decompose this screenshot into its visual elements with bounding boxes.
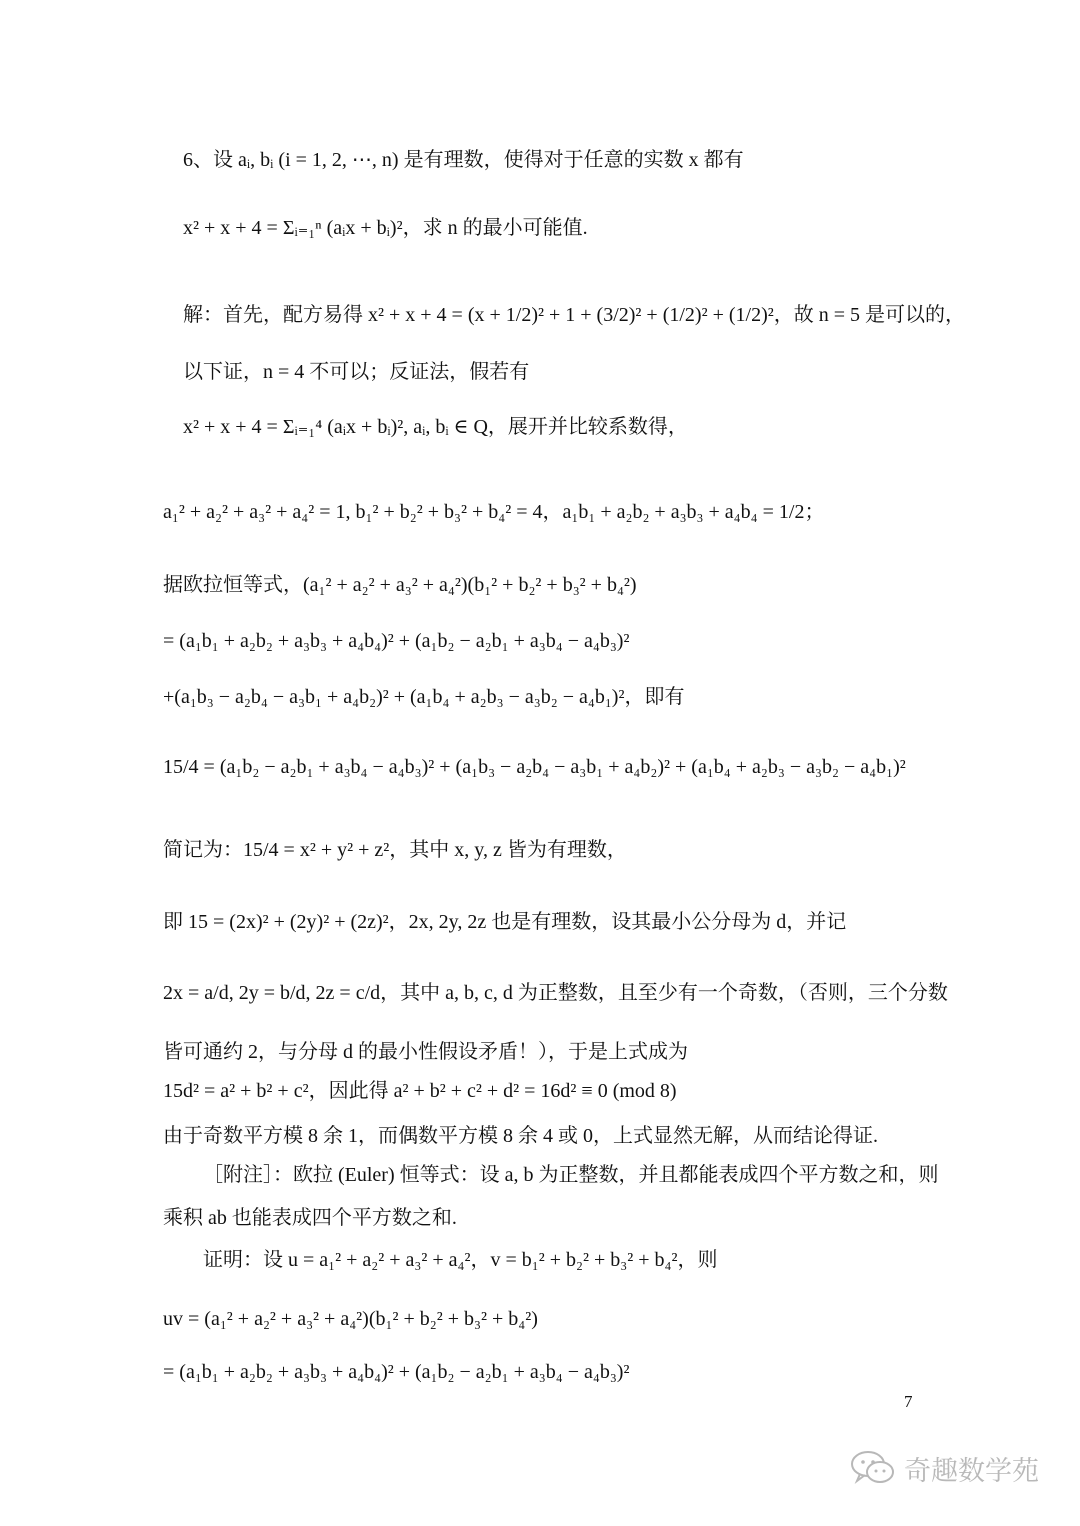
wechat-icon [850, 1448, 896, 1488]
solution-line-9: 简记为：15/4 = x² + y² + z²，其中 x, y, z 皆为有理数， [163, 839, 627, 861]
solution-line-7: +(a₁b₃ − a₂b₄ − a₃b₁ + a₄b₂)² + (a₁b₄ + a₂b₃ − a₃b₂ − a₄b₁)²，即有 [163, 686, 685, 708]
note-line-3: 证明：设 u = a₁² + a₂² + a₃² + a₄²，v = b₁² + b₂² + b₃² + b₄²，则 [203, 1249, 718, 1271]
solution-line-11: 2x = a/d, 2y = b/d, 2z = c/d，其中 a, b, c, d 为正整数，且至少有一个奇数，（否则，三个分数 [163, 982, 948, 1004]
solution-line-2: 以下证，n = 4 不可以；反证法，假若有 [183, 361, 530, 383]
solution-line-3: x² + x + 4 = Σᵢ₌₁⁴ (aᵢx + bᵢ)², aᵢ, bᵢ ∈ Q，展开并比较系数得， [183, 416, 688, 438]
solution-line-5: 据欧拉恒等式，(a₁² + a₂² + a₃² + a₄²)(b₁² + b₂² + b₃² + b₄²) [163, 574, 637, 596]
watermark [850, 1448, 1039, 1488]
solution-line-13: 15d² = a² + b² + c²，因此得 a² + b² + c² + d² = 16d² ≡ 0 (mod 8) [163, 1080, 677, 1102]
page-number: 7 [904, 1392, 913, 1411]
solution-line-10: 即 15 = (2x)² + (2y)² + (2z)²，2x, 2y, 2z 也是有理数，设其最小公分母为 d，并记 [163, 911, 847, 933]
solution-line-8: 15/4 = (a₁b₂ − a₂b₁ + a₃b₄ − a₄b₃)² + (a₁b₃ − a₂b₄ − a₃b₁ + a₄b₂)² + (a₁b₄ + a₂b₃ − a₃b₂ − a₄b₁)² [163, 756, 906, 778]
solution-line-4: a₁² + a₂² + a₃² + a₄² = 1, b₁² + b₂² + b₃² + b₄² = 4，a₁b₁ + a₂b₂ + a₃b₃ + a₄b₄ = 1/2； [163, 501, 825, 523]
note-line-4: uv = (a₁² + a₂² + a₃² + a₄²)(b₁² + b₂² + b₃² + b₄²) [163, 1308, 538, 1330]
note-line-1: ［附注］：欧拉 (Euler) 恒等式：设 a, b 为正整数，并且都能表成四个平方数之和，则 [203, 1164, 939, 1186]
solution-line-6: = (a₁b₁ + a₂b₂ + a₃b₃ + a₄b₄)² + (a₁b₂ − a₂b₁ + a₃b₄ − a₄b₃)² [163, 630, 630, 652]
solution-line-12: 皆可通约 2，与分母 d 的最小性假设矛盾！），于是上式成为 [163, 1041, 688, 1063]
note-line-5: = (a₁b₁ + a₂b₂ + a₃b₃ + a₄b₄)² + (a₁b₂ − a₂b₁ + a₃b₄ − a₄b₃)² [163, 1361, 630, 1383]
watermark-text: 奇趣数学苑 [904, 1455, 1039, 1487]
problem-line-1: 6、设 aᵢ, bᵢ (i = 1, 2, ⋯, n) 是有理数，使得对于任意的实数 x 都有 [183, 149, 744, 171]
note-line-2: 乘积 ab 也能表成四个平方数之和. [163, 1207, 457, 1229]
problem-line-2: x² + x + 4 = Σᵢ₌₁ⁿ (aᵢx + bᵢ)²，求 n 的最小可能值. [183, 217, 588, 239]
solution-line-1: 解：首先，配方易得 x² + x + 4 = (x + 1/2)² + 1 + (3/2)² + (1/2)² + (1/2)²，故 n = 5 是可以的， [183, 304, 966, 326]
solution-line-14: 由于奇数平方模 8 余 1，而偶数平方模 8 余 4 或 0，上式显然无解，从而结论得证. [163, 1125, 878, 1147]
